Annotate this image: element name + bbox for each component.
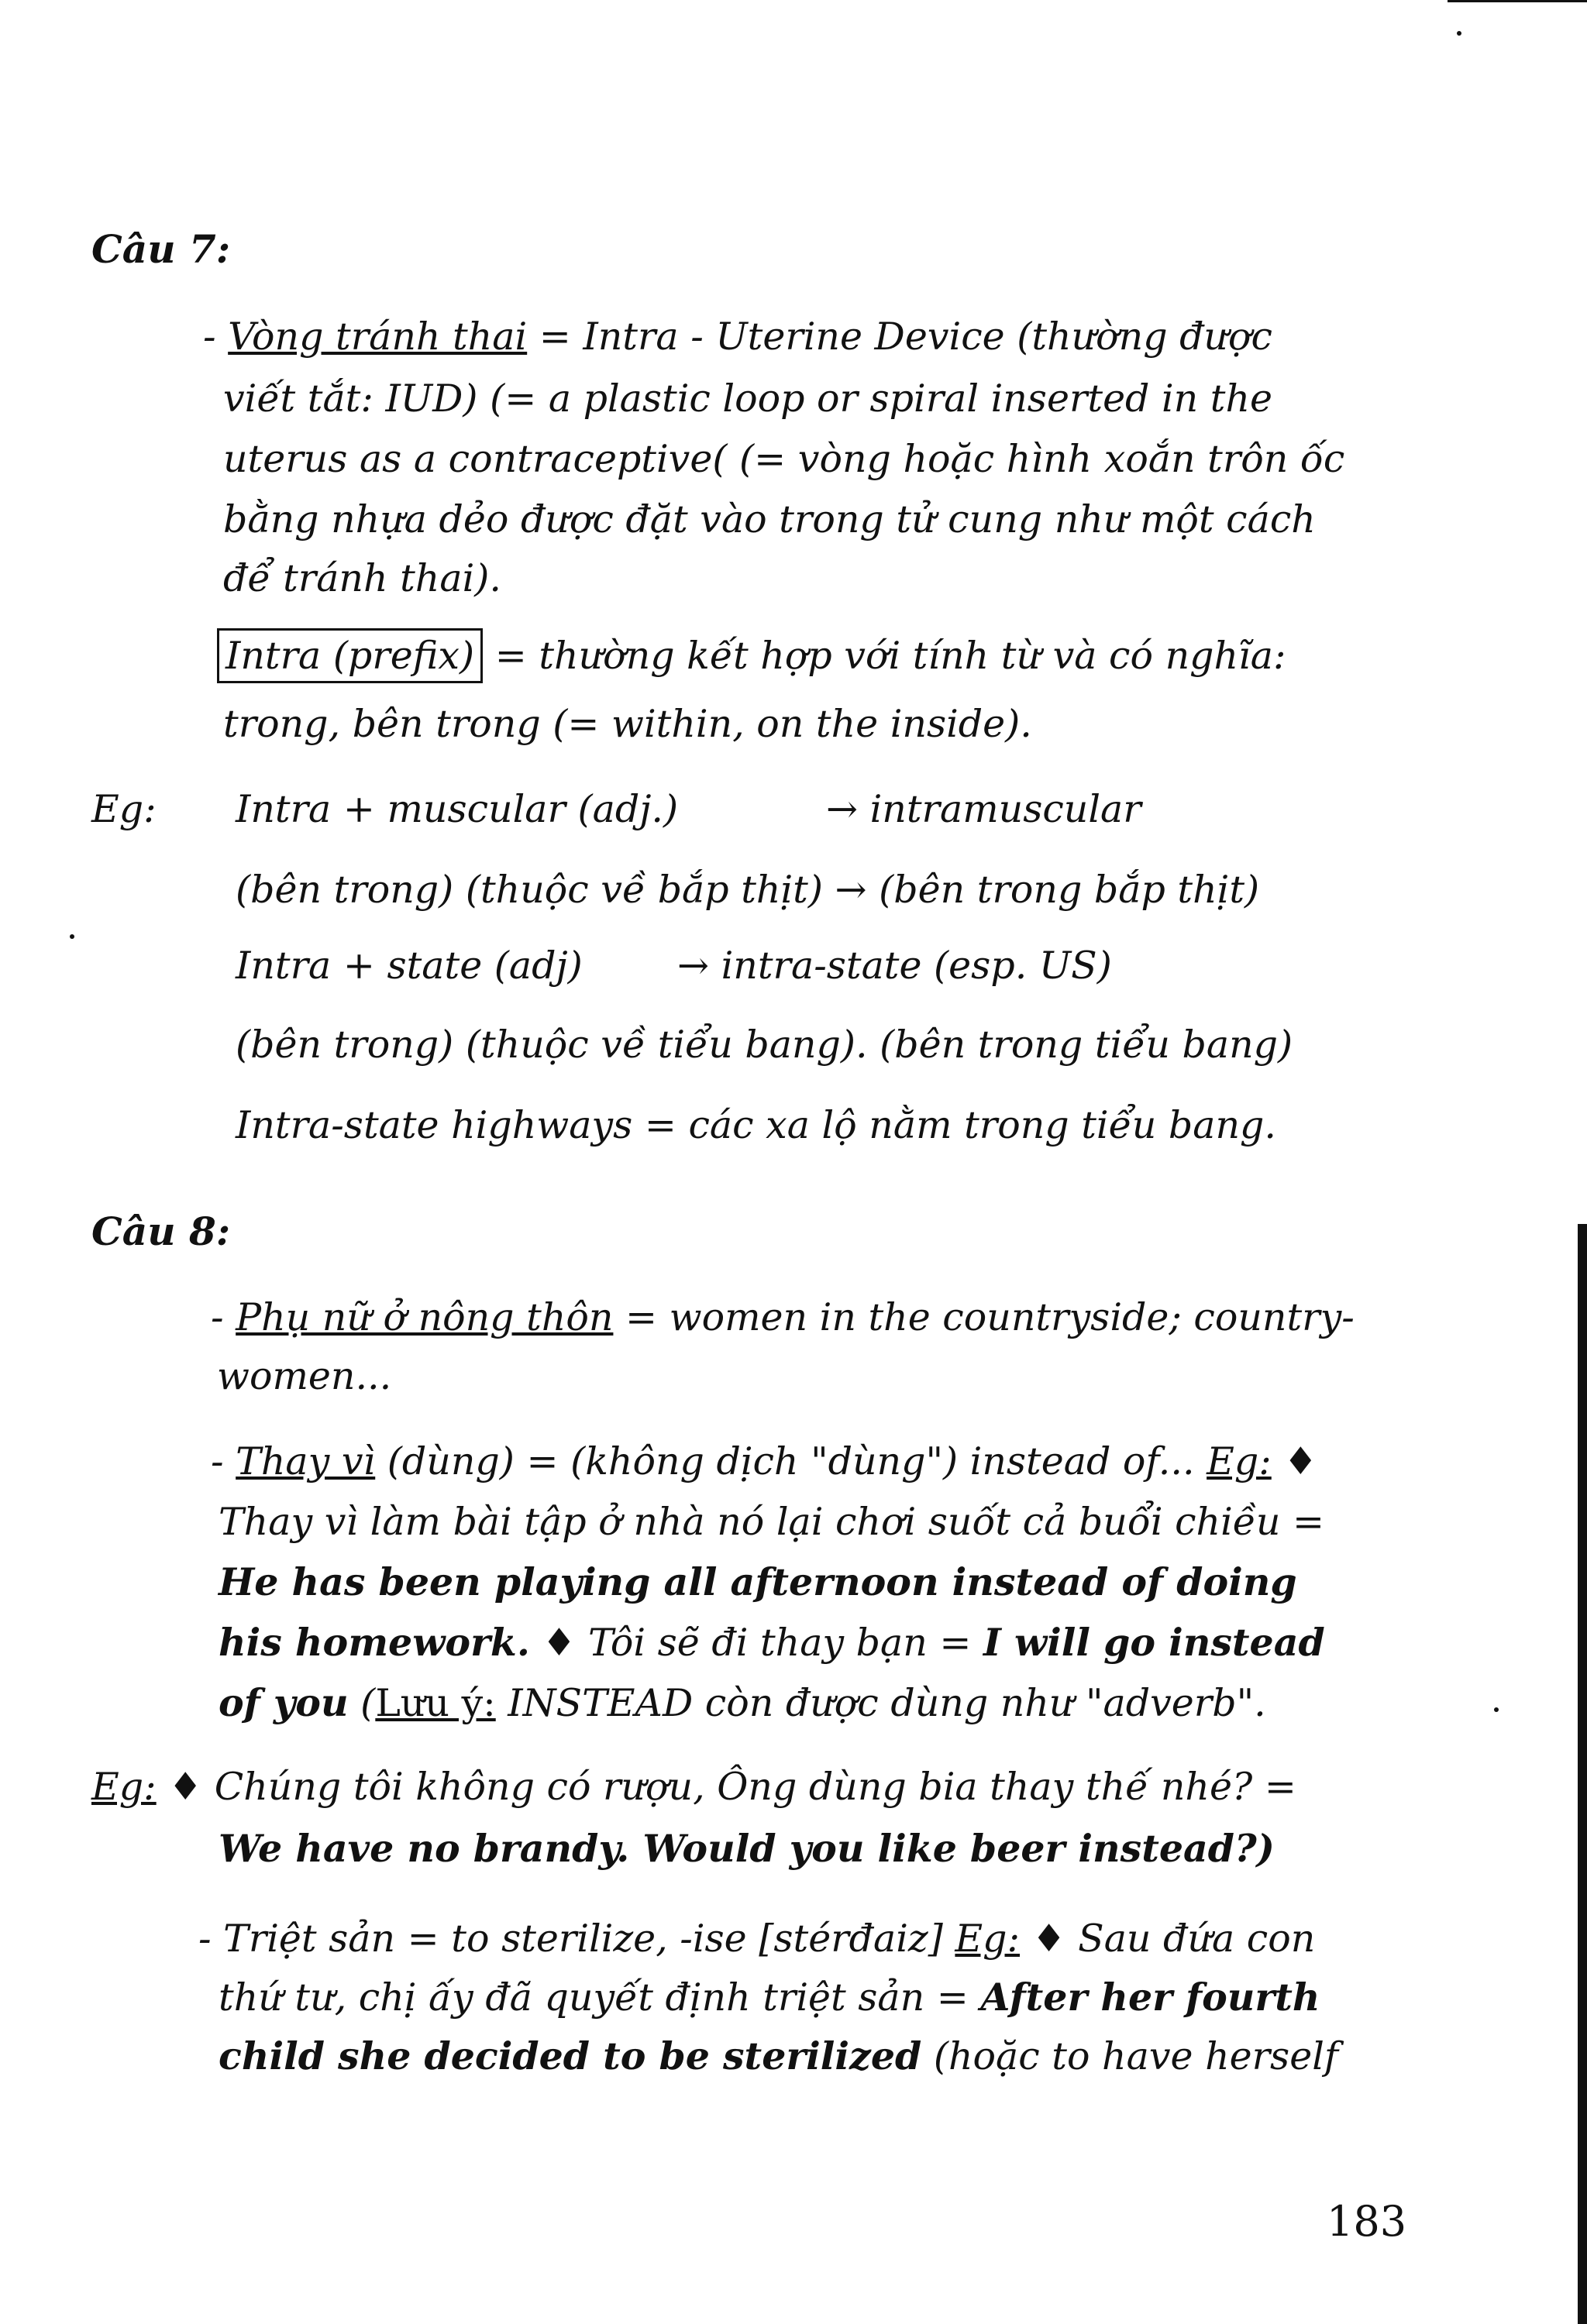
text-line: - Phụ nữ ở nông thôn = women in the countryside; country- (211, 1295, 1355, 1339)
text-line: trong, bên trong (= within, on the inside). (223, 702, 1032, 746)
term-vong-tranh-thai: Vòng tránh thai (228, 315, 528, 359)
text-line: child she decided to be sterilized (hoặc to have herself (219, 2033, 1339, 2078)
example-line: Intra + state (adj) (236, 944, 583, 988)
boxed-term: Intra (prefix) (217, 628, 483, 683)
section-heading-cau-8: Câu 8: (91, 1208, 231, 1254)
text-line: viết tắt: IUD) (= a plastic loop or spiral inserted in the (223, 376, 1273, 421)
text-line: để tránh thai). (223, 556, 501, 600)
example-result: → intramuscular (826, 787, 1141, 831)
text-line: women... (217, 1354, 392, 1398)
scan-speck (1494, 1707, 1499, 1712)
text-line: Thay vì làm bài tập ở nhà nó lại chơi suốt cả buổi chiều = (219, 1500, 1325, 1544)
text-line: of you (Lưu ý: INSTEAD còn được dùng như "adverb". (219, 1680, 1266, 1725)
text-line-prefix-definition: Intra (prefix) = thường kết hợp với tính từ và có nghĩa: (217, 637, 1286, 675)
term-phu-nu-o-nong-thon: Phụ nữ ở nông thôn (236, 1295, 614, 1339)
top-edge-mark (1448, 0, 1587, 2)
example-label: Eg: (91, 787, 157, 831)
example-line: Intra-state highways = các xa lộ nằm trong tiểu bang. (236, 1103, 1276, 1147)
example-result: → intra-state (esp. US) (677, 944, 1112, 988)
text-line: Eg: ♦ Chúng tôi không có rượu, Ông dùng bia thay thế nhé? = (91, 1765, 1296, 1809)
text-line-bold: He has been playing all afternoon instead of doing (219, 1559, 1297, 1604)
scan-speck (70, 934, 74, 939)
term-thay-vi: Thay vì (236, 1439, 376, 1483)
example-line: (bên trong) (thuộc về tiểu bang). (bên trong tiểu bang) (236, 1023, 1293, 1067)
scan-speck (1457, 31, 1461, 36)
text-line: - Triệt sản = to sterilize, -ise [stérđaiz] Eg: ♦ Sau đứa con (198, 1917, 1316, 1961)
text-line: thứ tư, chị ấy đã quyết định triệt sản = After her fourth (219, 1975, 1320, 2020)
text-line: uterus as a contraceptive( (= vòng hoặc hình xoắn trôn ốc (223, 437, 1345, 481)
section-heading-cau-7: Câu 7: (91, 226, 231, 272)
page-number: 183 (1327, 2197, 1407, 2246)
text-line: bằng nhựa dẻo được đặt vào trong tử cung như một cách (223, 497, 1316, 541)
text-line-bold: We have no brandy. Would you like beer instead?) (219, 1826, 1275, 1871)
example-line: Intra + muscular (adj.) (236, 787, 679, 831)
text-line: - Thay vì (dùng) = (không dịch "dùng") instead of... Eg: ♦ (211, 1439, 1318, 1483)
page-edge-shadow (1578, 1224, 1587, 2324)
text-line: his homework. ♦ Tôi sẽ đi thay bạn = I will go instead (219, 1620, 1325, 1665)
example-line: (bên trong) (thuộc về bắp thịt) → (bên trong bắp thịt) (236, 868, 1260, 912)
text-line: - Vòng tránh thai = Intra - Uterine Device (thường được (203, 315, 1273, 359)
